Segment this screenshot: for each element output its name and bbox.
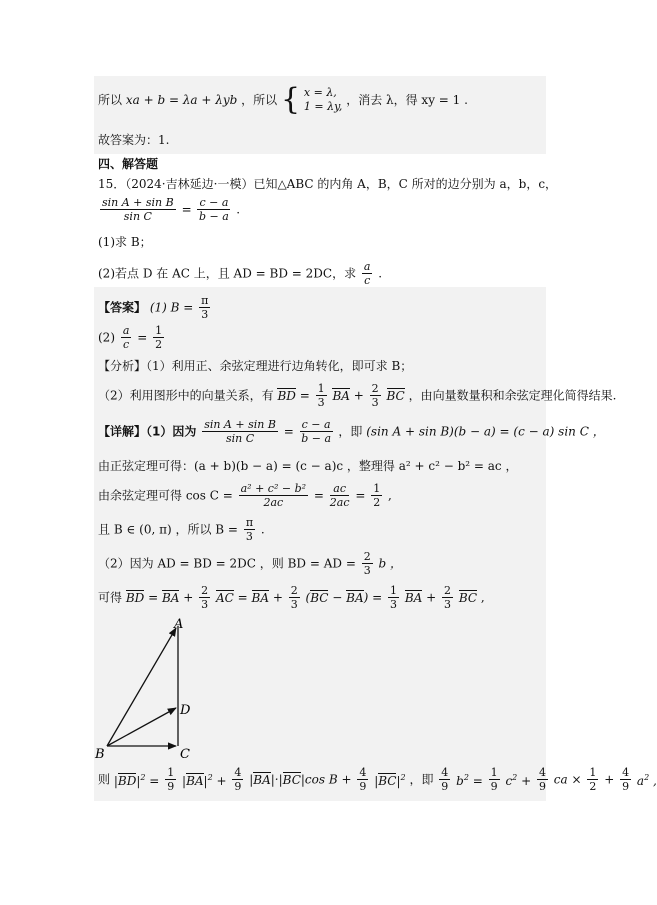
den: b − a — [301, 432, 332, 445]
cond-frac-right — [197, 196, 230, 223]
den: 2ac — [263, 496, 284, 509]
question-1: (1)求 B； — [98, 235, 152, 249]
ans2-rfrac — [153, 324, 164, 351]
detail-mid: ，即 — [338, 424, 363, 439]
den: b − a — [199, 210, 229, 223]
ans2-lfrac — [121, 324, 132, 351]
range-frac — [244, 516, 255, 543]
label-b: B — [95, 747, 105, 762]
num: a — [363, 260, 371, 273]
cos-frac-3 — [371, 482, 382, 509]
sine-rule-line: 由正弦定理可得：(a + b)(b − a) = (c − a)c ，整理得 a² + c² − b² = ac ， — [98, 459, 518, 473]
top-eq-line — [98, 82, 468, 121]
final-prefix: 则 — [98, 772, 111, 787]
answer-line-2: (2) $\frac{a}{c}$ = $\frac{1}{2}$ — [98, 324, 163, 351]
den: 3 — [317, 396, 325, 409]
num: sin A + sin B — [102, 196, 174, 209]
text-tail: ，消去 λ，得 xy = 1 . — [346, 93, 468, 107]
num: c − a — [199, 196, 229, 209]
answer-label: 【答案】 — [98, 300, 147, 315]
text-mid: ，所以 — [241, 93, 278, 107]
q2-text: (2)若点 D 在 AC 上，且 AD = BD = 2DC，求 — [98, 266, 357, 281]
triangle-figure — [92, 614, 212, 764]
analysis-2: （2）利用图形中的向量关系，有 BD = $\frac{1}{3}$ BA + $\frac{2}{3}$ BC ，由向量数量积和余弦定理化简得结果. — [98, 382, 617, 409]
label-d: D — [180, 703, 191, 718]
num: 1 — [317, 382, 325, 395]
den: 2ac — [329, 496, 350, 509]
den: 3 — [245, 530, 253, 543]
num: 1 — [155, 324, 163, 337]
equation-system — [304, 86, 342, 114]
den: sin C — [225, 432, 255, 445]
num: 1 — [373, 482, 381, 495]
num: 2 — [363, 550, 371, 563]
vec-prefix: 可得 — [98, 590, 123, 605]
vector-line: 可得 BD = BA + $\frac{2}{3}$ AC = BA + $\frac{2}{3}$ (BC − BA) = $\frac{1}{3}$ BA + $\frac{2}{3}$ BC , — [98, 584, 485, 611]
ans2-prefix: (2) — [98, 330, 115, 345]
third-frac — [316, 382, 327, 409]
part2-text: （2）因为 AD = BD = 2DC ，则 BD = AD = — [98, 556, 356, 571]
num: sin A + sin B — [204, 418, 276, 431]
detail-label: 【详解】（1）因为 — [98, 424, 197, 439]
cosine-rule-line: 由余弦定理可得 cos C = $\frac{\text{a² + c² − b²}}{2ac}$ = $\frac{ac}{2ac}$ = $\frac{1}{2}$ , — [98, 482, 392, 509]
detail-frac-l — [202, 418, 278, 445]
problem-condition: $\frac{\text{sin A + sin B}}{\text{sin C}}$ = $\frac{c - a}{b - a}$ . — [102, 196, 241, 223]
detail-eq: (sin A + sin B)(b − a) = (c − a) sin C ， — [366, 424, 605, 439]
final-mid: ，即 — [409, 772, 434, 787]
cos-prefix: 由余弦定理可得 cos C = — [98, 488, 233, 503]
detail-frac-r — [300, 418, 333, 445]
num: 2 — [371, 382, 379, 395]
num: a — [122, 324, 130, 337]
cos-frac-2 — [330, 482, 350, 509]
num: π — [201, 294, 209, 307]
ans1-prefix: (1) B = — [149, 300, 194, 315]
segment-bd — [107, 708, 176, 746]
den: c — [123, 338, 130, 351]
vector-eq: xa + b = λa + λyb — [125, 93, 238, 107]
den: 2 — [373, 496, 381, 509]
part2-line — [98, 550, 402, 578]
sys-line-1: x = λ, — [303, 86, 337, 99]
top-answer: 故答案为：1. — [98, 133, 170, 147]
range-line: 且 B ∈ (0, π) ，所以 B = $\frac{\pi}{3}$ . — [98, 516, 265, 543]
den: 3 — [371, 396, 379, 409]
den: 2 — [155, 338, 163, 351]
q2-frac — [362, 260, 373, 287]
cond-frac-left — [100, 196, 176, 223]
problem-head: 15．（2024·吉林延边·一模）已知△ABC 的内角 A，B，C 所对的边分别为 a，b，c， — [98, 177, 558, 191]
answer-line-1 — [98, 294, 212, 322]
den: c — [364, 274, 371, 287]
question-2: (2)若点 D 在 AC 上，且 AD = BD = 2DC，求 $\frac{a}{c}$ . — [98, 260, 383, 287]
system-brace: { — [281, 82, 301, 117]
final-line: 则 $|BD|^2$ = $\frac{1}{9}$ $|BA|^2$ + $\frac{4}{9}$ |BA|·|BC|cos B + $\frac{4}{9}$ $|BC|^2$ ，即 $\frac{4}{9}$ $b^2$ = $\frac{1}{9}$ $c^2$ + $\frac{4}{9}$ ca × $\frac{1}{2}$ + $\frac{4}{9}$ $a^2$ , — [98, 766, 657, 793]
part2-frac — [362, 550, 373, 577]
segment-ba — [107, 628, 176, 746]
part2-tail: b ， — [378, 556, 403, 571]
den: sin C — [123, 210, 152, 223]
den: 3 — [363, 564, 371, 577]
den: 3 — [201, 308, 209, 321]
num: ac — [330, 482, 350, 496]
analysis2-tail: ，由向量数量积和余弦定理化简得结果. — [408, 388, 617, 403]
num: c − a — [301, 418, 331, 431]
detail-1: 【详解】（1）因为 $\frac{\text{sin A + sin B}}{\text{sin C}}$ = $\frac{c - a}{b - a}$ ，即 (sin A + sin B)(b − a) = (c − a) sin C ， — [98, 418, 605, 445]
analysis2-prefix: （2）利用图形中的向量关系，有 — [98, 388, 274, 403]
label-a: A — [174, 617, 184, 632]
range-text: 且 B ∈ (0, π) ，所以 B = — [98, 522, 238, 537]
num: π — [245, 516, 254, 529]
analysis-1: 【分析】（1）利用正、余弦定理进行边角转化，即可求 B； — [98, 359, 413, 373]
ans1-frac — [199, 294, 210, 321]
two-third-frac — [370, 382, 381, 409]
num: a² + c² − b² — [240, 482, 307, 495]
sys-line-2: 1 = λy, — [303, 100, 343, 113]
cos-frac-1 — [239, 482, 308, 509]
label-c: C — [180, 747, 190, 762]
text-prefix: 所以 — [98, 93, 123, 107]
section-heading: 四、解答题 — [98, 157, 159, 171]
